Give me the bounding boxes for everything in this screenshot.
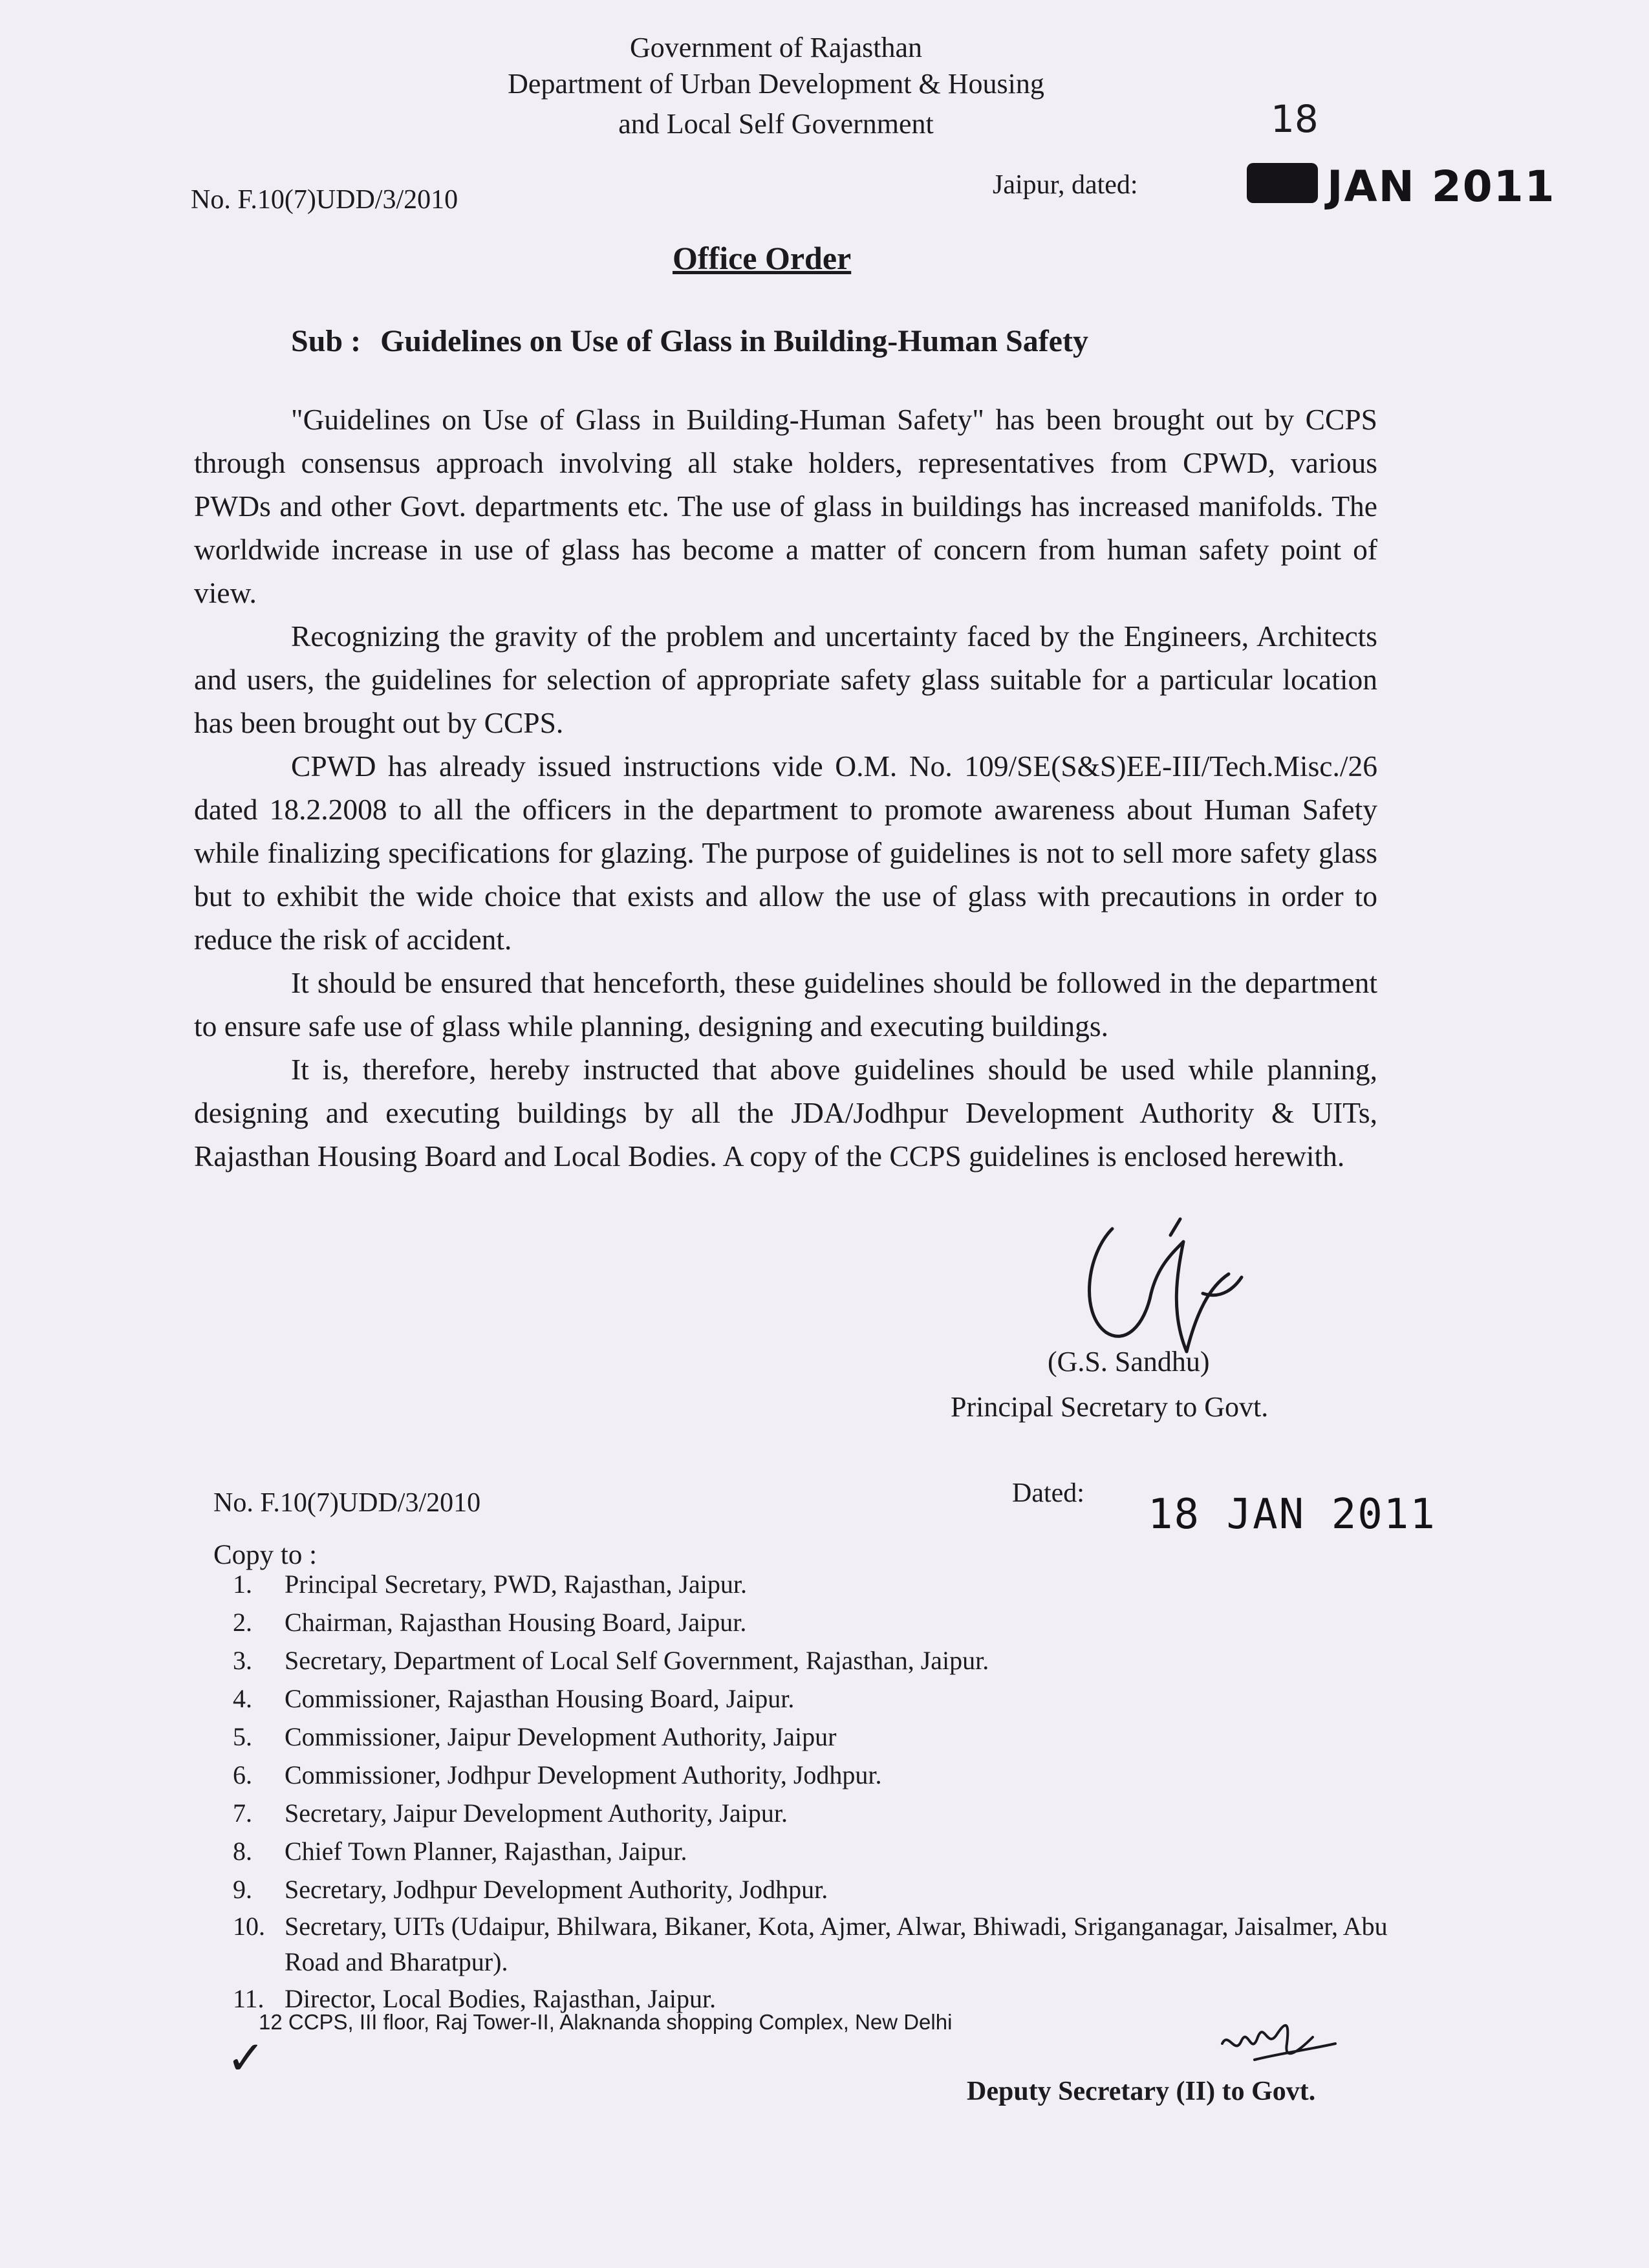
deputy-secretary-designation: Deputy Secretary (II) to Govt. [967, 2077, 1316, 2106]
paragraph-4: It should be ensured that henceforth, these guidelines should be followed in the department to ensure safe use of glass while planning, designing and executing buildings. [194, 966, 1377, 1042]
list-item: 11. Director, Local Bodies, Rajasthan, Jaipur. [233, 1984, 717, 2013]
typed-recipient-12: 12 CCPS, III floor, Raj Tower-II, Alaknanda shopping Complex, New Delhi [259, 2010, 953, 2034]
list-item: 8. Chief Town Planner, Rajasthan, Jaipur. [233, 1837, 687, 1866]
list-item: 10. Secretary, UITs (Udaipur, Bhilwara, Bikaner, Kota, Ajmer, Alwar, Bhiwadi, Sriganganagar, Jaisalmer, Abu Road and Bharatpur). [233, 1912, 1388, 1976]
header-department: Department of Urban Development & Housing [508, 68, 1044, 100]
signature-deputy-secretary [1216, 2005, 1345, 2076]
ink-smudge [1247, 163, 1318, 203]
date-stamp-copy: 18 JAN 2011 [1148, 1491, 1436, 1539]
place-dated-label: Jaipur, dated: [993, 170, 1138, 200]
subject-prefix: Sub : [291, 324, 361, 358]
list-item: 4. Commissioner, Rajasthan Housing Board, Jaipur. [233, 1684, 795, 1713]
copy-reference-number: No. F.10(7)UDD/3/2010 [213, 1488, 481, 1518]
list-item: 6. Commissioner, Jodhpur Development Authority, Jodhpur. [233, 1760, 882, 1789]
recipient-list [213, 1565, 1410, 2018]
list-item: 7. Secretary, Jaipur Development Authority, Jaipur. [233, 1798, 788, 1828]
handwritten-day: 18 [1271, 97, 1319, 141]
list-item: 2. Chairman, Rajasthan Housing Board, Jaipur. [233, 1608, 747, 1637]
header-local-self-government: and Local Self Government [618, 108, 934, 140]
paragraph-1: "Guidelines on Use of Glass in Building-Human Safety" has been brought out by CCPS through consensus approach involving all stake holders, representatives from CPWD, various PWDs and other Govt. departments etc. The use of glass in buildings has increased manifolds. The worldwide increase in use of glass has become a matter of concern from human safety point of view. [194, 403, 1377, 609]
check-mark-icon: ✓ [226, 2031, 266, 2085]
page-title: Office Order [673, 240, 852, 276]
subject-line [291, 323, 1088, 359]
copy-dated-label: Dated: [1012, 1478, 1084, 1508]
copy-to-label: Copy to : [213, 1540, 318, 1570]
signatory-name: (G.S. Sandhu) [1048, 1346, 1210, 1377]
subject-text: Guidelines on Use of Glass in Building-Human Safety [380, 324, 1088, 358]
list-item: 5. Commissioner, Jaipur Development Authority, Jaipur [233, 1722, 837, 1751]
reference-number: No. F.10(7)UDD/3/2010 [191, 185, 458, 215]
paragraph-2: Recognizing the gravity of the problem and uncertainty faced by the Engineers, Architects and users, the guidelines for selection of appropriate safety glass suitable for a particular location has been brought out by CCPS. [194, 620, 1377, 739]
signatory-designation: Principal Secretary to Govt. [951, 1391, 1269, 1423]
list-item: 9. Secretary, Jodhpur Development Authority, Jodhpur. [233, 1875, 828, 1904]
paragraph-5: It is, therefore, hereby instructed that above guidelines should be used while planning, designing and executing buildings by all the JDA/Jodhpur Development Authority & UITs, Rajasthan Housing Board and Local Bodies. A copy of the CCPS guidelines is enclosed herewith. [194, 1053, 1377, 1172]
order-body [194, 398, 1377, 1178]
list-item: 3. Secretary, Department of Local Self Government, Rajasthan, Jaipur. [233, 1646, 989, 1675]
date-stamp-top: JAN 2011 [1327, 162, 1556, 211]
header-government: Government of Rajasthan [629, 32, 923, 63]
list-item: 1. Principal Secretary, PWD, Rajasthan, Jaipur. [233, 1570, 747, 1599]
paragraph-3: CPWD has already issued instructions vide O.M. No. 109/SE(S&S)EE-III/Tech.Misc./26 dated 18.2.2008 to all the officers in the department to promote awareness about Human Safety while finalizing specifications for glazing. The purpose of guidelines is not to sell more safety glass but to exhibit the wide choice that exists and allow the use of glass with precautions in order to reduce the risk of accident. [194, 750, 1377, 956]
